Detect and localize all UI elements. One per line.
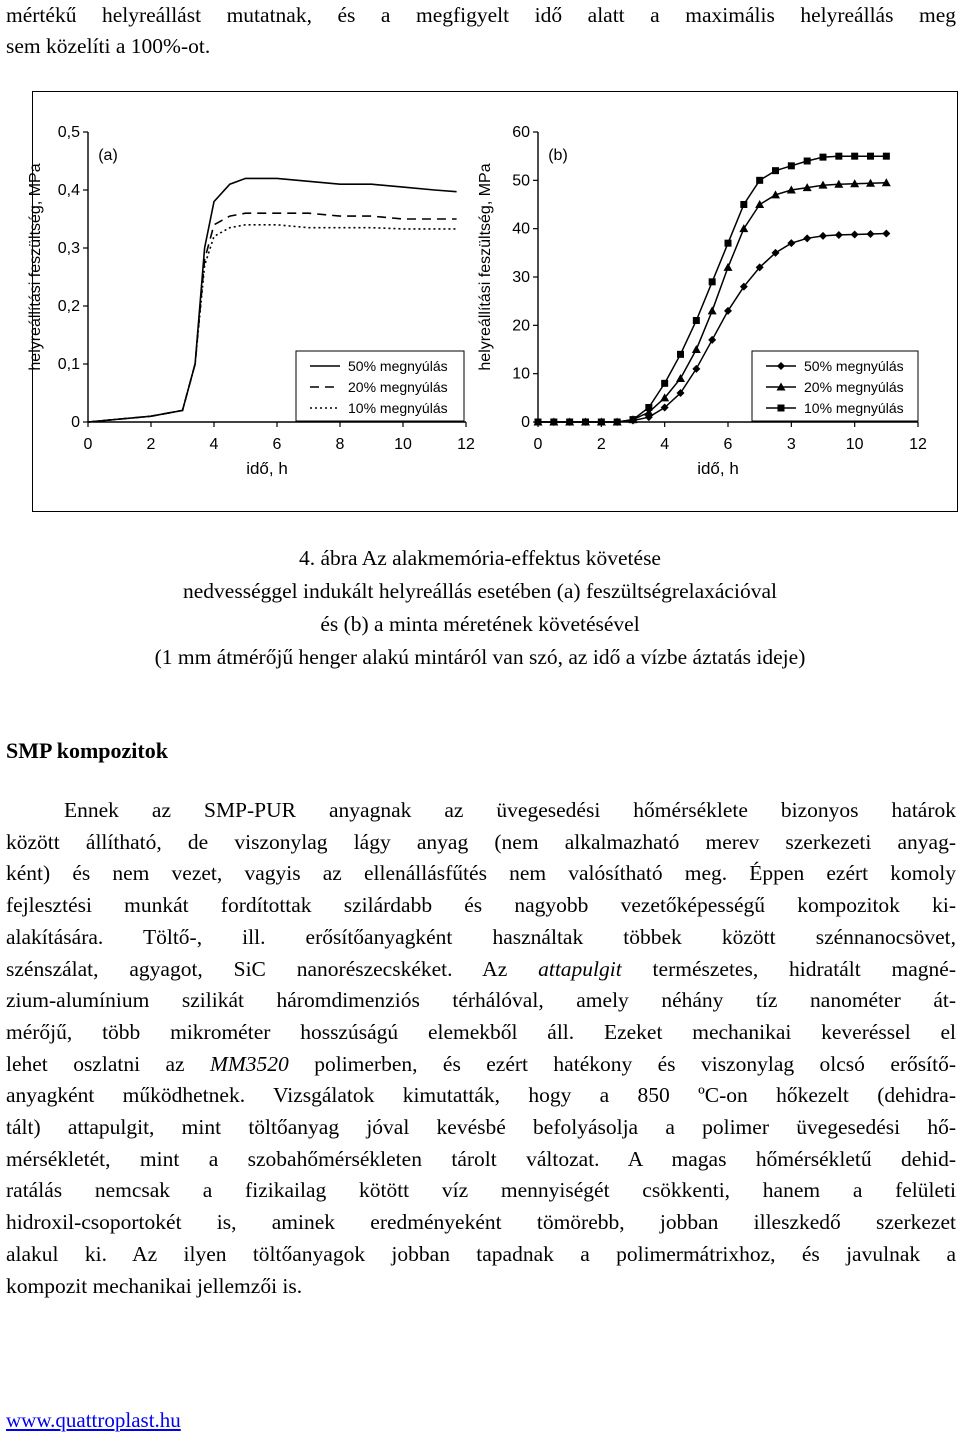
- figure-charts: [0, 0, 960, 520]
- panel-b-point-square: [835, 153, 842, 160]
- panel-b-y-tick-label: 60: [512, 124, 530, 141]
- section-heading: SMP kompozitok: [6, 738, 168, 763]
- panel-b-point-diamond: [882, 230, 890, 238]
- panel-b-y-tick-label: 20: [512, 317, 530, 335]
- panel-b-point-square: [867, 153, 874, 160]
- body-line-16: kompozit mechanikai jellemzői is.: [6, 1273, 303, 1298]
- caption-line-4: (1 mm átmérőjű henger alakú mintáról van szó, az idő a vízbe áztatás ideje): [154, 645, 806, 669]
- body-line-13: ratálás nemcsak a fizikailag kötött víz mennyiségét csökkenti, hanem a felületi: [6, 1178, 956, 1203]
- body-line-7: zium-alumínium szilikát háromdimenziós térhálóval, amely néhány tíz nanométer át-: [6, 988, 956, 1013]
- body-line-12: mérsékletét, mint a szobahőmérsékleten tárolt változat. A magas hőmérsékletű dehid-: [6, 1146, 956, 1171]
- panel-b-point-square: [820, 154, 827, 161]
- panel-b-legend-label: 20% megnyúlás: [804, 379, 904, 395]
- intro-line-1: mértékű helyreállást mutatnak, és a megfigyelt idő alatt a maximális helyreállás meg: [6, 3, 956, 27]
- panel-b-point-diamond: [867, 230, 875, 238]
- panel-b-legend-marker: [778, 405, 785, 412]
- panel-b-legend-label: 10% megnyúlás: [804, 400, 904, 416]
- panel-b-point-square: [550, 419, 557, 426]
- panel-b-point-square: [582, 419, 589, 426]
- section-body: [6, 795, 956, 1302]
- body-line-10: anyagként működhetnek. Vizsgálatok kimutatták, hogy a 850 ºC-on hőkezelt (dehidra-: [6, 1083, 956, 1108]
- panel-b-point-diamond: [835, 231, 843, 239]
- panel-a-x-tick-label: 12: [457, 436, 475, 453]
- panel-b-point-diamond: [724, 307, 732, 315]
- panel-a-legend-label: 50% megnyúlás: [348, 358, 448, 374]
- body-line-3: ként) és nem vezet, vagyis az ellenállásfűtés nem valósítható meg. Éppen ezért komoly: [6, 861, 956, 886]
- panel-a-x-tick-label: 0: [83, 436, 93, 453]
- panel-a-y-tick-label: 0,5: [57, 124, 80, 141]
- body-line-9: [6, 1049, 956, 1081]
- body-line-9b: polimerben, és ezért hatékony és viszonylag olcsó erősítő-: [288, 1051, 956, 1076]
- panel-b-point-square: [772, 167, 779, 174]
- panel-b-y-tick-label: 50: [512, 172, 530, 190]
- panel-a-x-tick-label: 4: [209, 436, 219, 453]
- panel-b-point-square: [693, 317, 700, 324]
- panel-a-y-tick-label: 0,3: [57, 240, 80, 257]
- panel-a-y-tick-label: 0,4: [57, 182, 80, 199]
- panel-b-x-tick-label: 12: [909, 436, 927, 453]
- panel-b-y-tick-label: 0: [521, 414, 530, 431]
- panel-b-xlabel: idő, h: [697, 459, 739, 478]
- panel-b-legend-label: 50% megnyúlás: [804, 358, 904, 374]
- panel-a-y-tick-label: 0,1: [57, 356, 80, 373]
- body-line-14: hidroxil-csoportokét is, aminek eredményeként tömörebb, jobban illeszkedő szerkezet: [6, 1210, 956, 1235]
- panel-b-point-square: [804, 158, 811, 165]
- body-line-1: Ennek az SMP-PUR anyagnak az üvegesedési hőmérséklete bizonyos határok: [64, 798, 956, 822]
- panel-b-point-diamond: [692, 365, 700, 373]
- panel-b-point-triangle: [724, 263, 733, 271]
- panel-b-point-diamond: [708, 336, 716, 344]
- panel-b-point-triangle: [755, 200, 764, 208]
- panel-b-point-square: [725, 240, 732, 247]
- panel-b-point-square: [740, 201, 747, 208]
- body-line-15: alakul ki. Az ilyen töltőanyagok jobban tapadnak a polimermátrixhoz, és javulnak a: [6, 1241, 956, 1266]
- panel-a-label: (a): [98, 147, 118, 164]
- body-line-8: mérőjű, több mikrométer hosszúságú elemekből áll. Ezeket mechanikai keveréssel el: [6, 1019, 956, 1044]
- caption-line-1: 4. ábra Az alakmemória-effektus követése: [299, 546, 661, 570]
- panel-a-xlabel: idő, h: [246, 459, 288, 478]
- panel-b-point-triangle: [708, 306, 717, 314]
- panel-a-legend-label: 10% megnyúlás: [348, 400, 448, 416]
- panel-b-point-square: [851, 153, 858, 160]
- panel-b-point-square: [756, 177, 763, 184]
- panel-b-point-diamond: [851, 230, 859, 238]
- panel-b-point-square: [788, 162, 795, 169]
- panel-b-point-triangle: [692, 345, 701, 353]
- panel-b-point-square: [883, 153, 890, 160]
- intro-line-2: sem közelíti a 100%-ot.: [6, 34, 211, 58]
- panel-b-x-tick-label: 6: [723, 436, 733, 453]
- panel-a-y-tick-label: 0,2: [57, 298, 80, 315]
- panel-b-point-triangle: [739, 224, 748, 232]
- panel-b-x-tick-label: 3: [786, 436, 796, 453]
- panel-b-point-triangle: [676, 374, 685, 382]
- body-line-6b: természetes, hidratált magné-: [621, 956, 956, 981]
- panel-b-y-tick-label: 30: [512, 269, 530, 286]
- panel-b-ylabel: helyreállítási feszültség, MPa: [477, 163, 494, 371]
- body-line-5: alakítására. Töltő-, ill. erősítőanyagként használtak többek között szénnanocsövet,: [6, 924, 956, 949]
- panel-b-point-square: [677, 351, 684, 358]
- panel-b-point-square: [535, 419, 542, 426]
- panel-b-point-square: [645, 404, 652, 411]
- panel-b-label: (b): [548, 147, 568, 164]
- panel-a-x-tick-label: 6: [272, 436, 282, 453]
- panel-a-y-tick-label: 0: [71, 414, 80, 431]
- panel-b-point-diamond: [819, 232, 827, 240]
- body-line-6: [6, 954, 956, 986]
- panel-b-y-tick-label: 10: [512, 365, 530, 383]
- body-line-11: tált) attapulgit, mint töltőanyag jóval kevésbé befolyásolja a polimer üvegesedési hő-: [6, 1115, 956, 1140]
- figure-caption: [0, 542, 960, 674]
- panel-b-point-square: [614, 419, 621, 426]
- italic-attapulgit: attapulgit: [538, 956, 622, 981]
- panel-b-x-tick-label: 0: [533, 436, 543, 453]
- footer-link[interactable]: www.quattroplast.hu: [6, 1408, 181, 1432]
- panel-b-x-tick-label: 10: [845, 436, 864, 453]
- panel-a-x-tick-label: 8: [335, 436, 345, 453]
- panel-a-x-tick-label: 10: [394, 436, 412, 453]
- panel-b-point-square: [630, 416, 637, 423]
- body-line-4: fejlesztési munkát fordítottak szilárdabb és nagyobb vezetőképességű kompozitok ki-: [6, 893, 956, 918]
- italic-mm3520: MM3520: [209, 1051, 289, 1076]
- panel-b-point-square: [709, 278, 716, 285]
- panel-a-x-tick-label: 2: [146, 436, 156, 453]
- caption-line-3: és (b) a minta méretének követésével: [320, 612, 640, 636]
- panel-b-point-diamond: [787, 239, 795, 247]
- panel-b-x-tick-label: 2: [596, 436, 606, 453]
- panel-b-point-square: [598, 419, 605, 426]
- panel-b-y-tick-label: 40: [512, 220, 530, 238]
- panel-b-point-square: [566, 419, 573, 426]
- panel-a-legend-label: 20% megnyúlás: [348, 379, 448, 395]
- caption-line-2: nedvességgel indukált helyreállás esetében (a) feszültségrelaxációval: [183, 579, 777, 603]
- panel-b-point-square: [661, 380, 668, 387]
- body-line-9a: lehet oszlatni az: [6, 1051, 210, 1076]
- body-line-6a: szénszálat, agyagot, SiC nanorészecskéket. Az: [6, 956, 539, 981]
- body-line-2: között állítható, de viszonylag lágy anyag (nem alkalmazható merev szerkezeti anyag-: [6, 829, 956, 854]
- panel-a-ylabel: helyreállítási feszültség, MPa: [27, 163, 44, 371]
- panel-b-point-diamond: [803, 234, 811, 242]
- panel-b-x-tick-label: 4: [660, 436, 670, 453]
